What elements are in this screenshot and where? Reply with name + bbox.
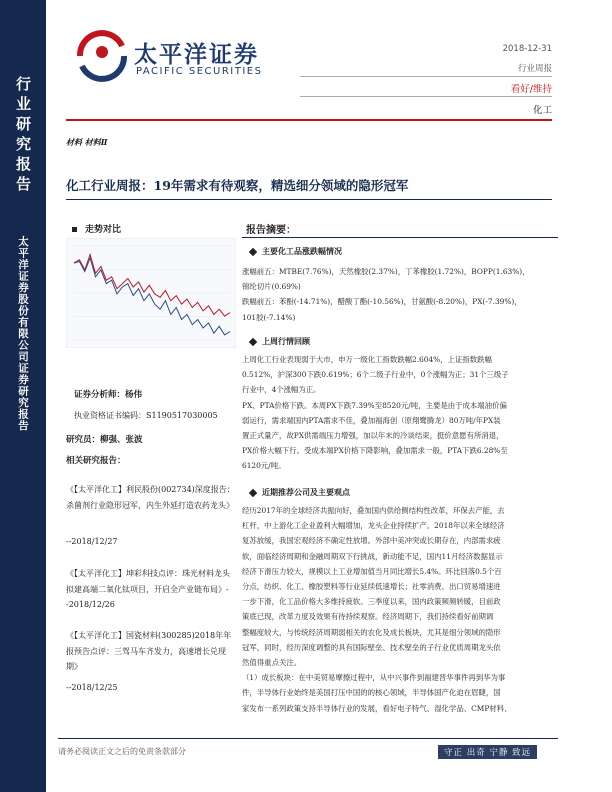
section-2-title <box>250 336 310 347</box>
text-line: 然值得重点关注。 <box>242 658 302 668</box>
sidebar-bottom-label: 太平洋证券股份有限公司证券研究报告 <box>17 236 29 432</box>
square-bullet-icon <box>72 227 77 232</box>
text-line: 家发布一系列政策支持半导体行业的发展，看好电子特气、湿化学品、CMP材料、 <box>242 703 512 713</box>
section-1-body <box>242 264 558 325</box>
text-line: 策底已现，改革力度及效果有待持续观察。经济周期下，我们持续看好前期调 <box>242 612 494 622</box>
cert-line <box>74 410 218 421</box>
related-report-3[interactable]: 《【太平洋化工】国瓷材料(300285)2018年年报预告点评：三驾马车齐发力，高速增长兑现期》 <box>66 631 232 671</box>
section-1-title <box>250 246 342 257</box>
text-line: 0.512%，沪深300下跌0.619%；6个二级子行业中，0个涨幅为正；31个三级子 <box>242 370 509 380</box>
header-red-rule <box>66 119 552 121</box>
trend-chart <box>66 238 236 348</box>
analyst-name: 杨伟 <box>125 390 143 400</box>
pacific-logo-icon <box>74 22 130 82</box>
section-3-label: 近期推荐公司及主要观点 <box>262 487 350 497</box>
category-tags: 材料 材料Ⅱ <box>66 137 108 147</box>
text-line: 跌幅前五：苯酚(-14.71%)，醋酸丁酯(-10.56%)，甘氨酸(-8.20%)，PX(-7.39%)， <box>242 297 522 307</box>
text-line: 整幅度较大，与传统经济周期弱相关的农化及成长板块，尤其是细分领域的隐形 <box>242 627 501 637</box>
summary-heading: 报告摘要： <box>246 225 296 236</box>
text-line: 冠军，同时，经历深度调整的具有国际壁垒、技术壁垒的子行业优质周期龙头依 <box>242 642 501 652</box>
footer-rule <box>58 738 558 739</box>
text-line: 置正式量产，故PX供需端压力增强，加以年末的冷谈结束，挺价意愿有所消退， <box>242 431 504 441</box>
text-line: 复苏放缓，我国宏观经济不确定性放增。外部中美冲突或长期存在，内部需求疲 <box>242 536 501 546</box>
header-divider <box>300 76 552 77</box>
section-1-label: 主要化工品涨跌幅情况 <box>262 246 342 256</box>
text-line: 杠杆，中上游化工企业盈利大幅增加，龙头企业持续扩产。2018年以来全球经济 <box>242 521 505 531</box>
text-line: 经济下滑压力较大，规模以上工业增加值当月同比增长5.4%。环比回落0.5个百 <box>242 566 502 576</box>
trend-heading <box>72 222 121 235</box>
section-3-title <box>250 487 350 498</box>
report-type: 行业周报 <box>517 64 552 74</box>
text-line: 行业中，4个涨幅为正。 <box>242 385 321 395</box>
sidebar <box>0 0 46 792</box>
page-title: 化工行业周报：19年需求有待观察，精选细分领域的隐形冠军 <box>66 178 409 193</box>
text-line: 涨幅前五：MTBE(7.76%)，天然橡胶(2.37%)，丁苯橡胶(1.72%)，BOPP(1.63%)， <box>242 267 530 276</box>
diamond-bullet-icon <box>249 338 257 346</box>
researcher-label: 研究员： <box>66 435 101 445</box>
text-line: 101胶(-7.14%) <box>242 312 296 322</box>
text-line: PX价格大幅下行。受成本端PX价格下降影响，叠加需求一般，PTA下跌6.28%至 <box>242 446 508 456</box>
related-report-2[interactable]: 《【太平洋化工】坤彩科技点评：珠光材料龙头拟建高端二氧化钛项目，开启全产业链布局》--2018/12/26 <box>66 569 230 609</box>
text-line: 锦纶切片(0.69%) <box>242 282 301 292</box>
related-report-3-date: --2018/12/25 <box>66 683 118 692</box>
text-line: 经历2017年的全球经济共振向好，叠加国内供给侧结构性改革，环保去产能，去 <box>242 506 505 515</box>
text-line: 上周化工行业表现弱于大市，申万一级化工指数跌幅2.604%，上证指数跌幅 <box>242 355 492 364</box>
diamond-bullet-icon <box>249 248 257 256</box>
text-line: 6120元/吨。 <box>242 461 286 471</box>
section-3-body <box>242 503 558 716</box>
related-report-1-date: --2018/12/27 <box>66 537 118 546</box>
text-line: 一步下滑，化工品价格大多维持疲软。三季度以来，国内政策频频转暖，目前政 <box>242 597 501 607</box>
text-line: 软，面临经济周期和金融周期双下行挑战，新动能不足，国内11月经济数据显示 <box>242 551 503 561</box>
sidebar-top-label: 行业研究报告 <box>14 76 32 196</box>
cert-label: 执业资格证书编码： <box>74 411 146 420</box>
summary-rule <box>242 237 558 238</box>
analyst-line <box>74 388 142 400</box>
diamond-bullet-icon <box>249 489 257 497</box>
brand-en-name: PACIFIC SECURITIES <box>136 66 263 77</box>
text-line: 件，半导体行业始终是美国打压中国的的核心领域，半导体国产化迫在眉睫，国 <box>242 688 501 698</box>
section-2-label: 上周行情回顾 <box>262 336 310 346</box>
related-title: 相关研究报告： <box>66 456 126 466</box>
researcher-names: 柳强、张波 <box>100 435 143 445</box>
title-rule <box>66 199 552 200</box>
section-2-body <box>242 352 558 474</box>
text-line: （1）成长板块：在中美贸易摩擦过程中，从中兴事件到福建晋华事件再到华为事 <box>242 673 506 683</box>
cert-code: S1190517030005 <box>146 411 218 420</box>
rating: 看好/维持 <box>510 84 552 95</box>
footer-tagline: 守正 出奇 宁静 致远 <box>438 745 537 759</box>
industry-label: 化工 <box>532 105 552 116</box>
text-line: 分点，纺织、化工、橡胶塑料等行业延续低速增长；社零消费、出口贸易增速进 <box>242 582 501 592</box>
researcher-line <box>66 433 143 445</box>
text-line: 弱运行，需求端国内PTA需求不佳，叠加福海创（原翔鹭腾龙）80万吨/年PX装 <box>242 415 501 425</box>
analyst-label: 证券分析师： <box>74 390 126 400</box>
report-date: 2018-12-31 <box>502 44 552 54</box>
related-report-1[interactable]: 《【太平洋化工】利民股份(002734)深度报告：杀菌剂行业隐形冠军，内生外延打造农药龙头》 <box>66 485 235 510</box>
text-line: PX、PTA价格下跌。本周PX下跌7.39%至8520元/吨，主要是由于成本端油价偏 <box>242 400 507 410</box>
brand-logo <box>74 22 274 82</box>
trend-label: 走势对比 <box>85 225 122 235</box>
brand-cn-name: 太平洋证券 <box>134 42 259 68</box>
footer-disclaimer: 请务必阅读正文之后的免责条款部分 <box>58 747 186 756</box>
header-divider-2 <box>300 96 552 97</box>
